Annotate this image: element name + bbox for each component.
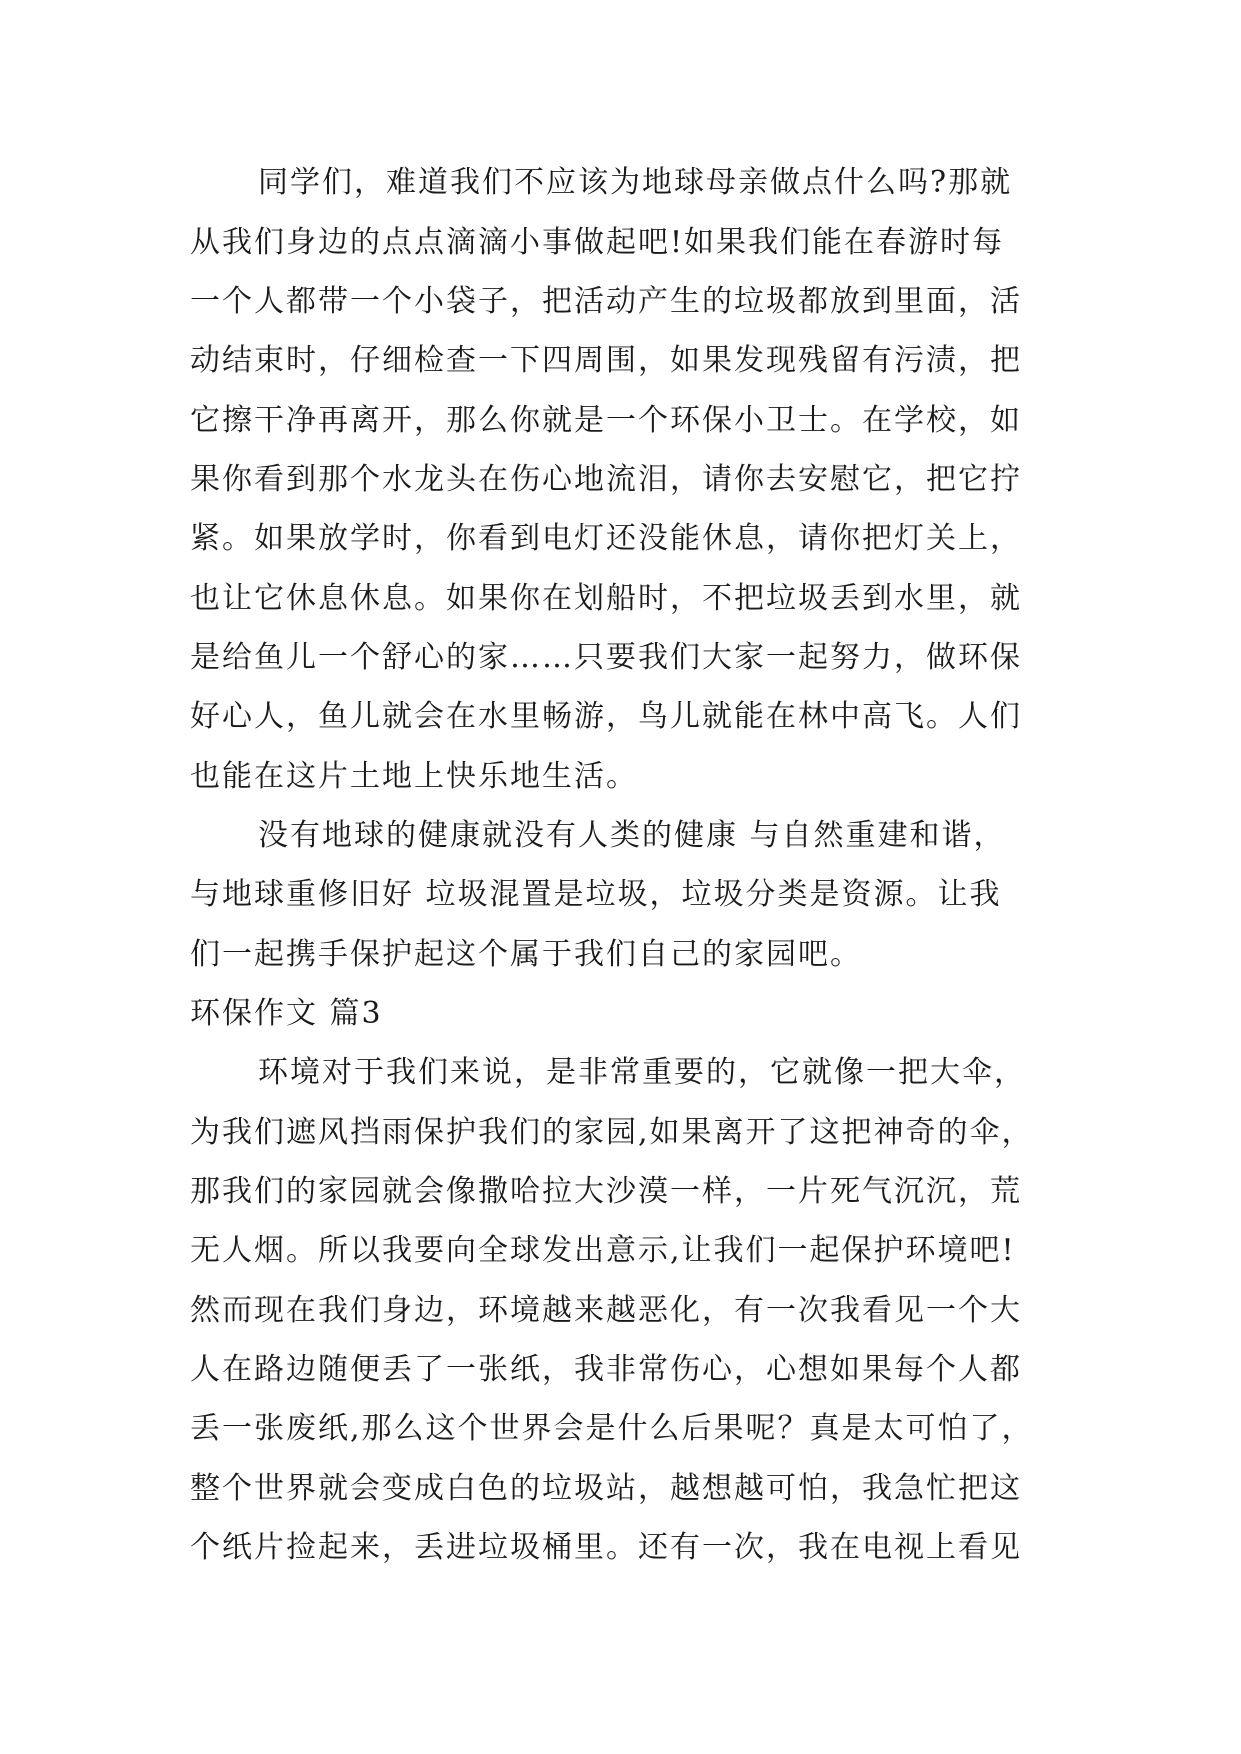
paragraph-line: 无人烟。所以我要向全球发出意示,让我们一起保护环境吧! bbox=[190, 1233, 1016, 1268]
paragraph-line: 也让它休息休息。如果你在划船时，不把垃圾丢到水里，就 bbox=[190, 581, 1022, 616]
paragraph-line: 同学们，难道我们不应该为地球母亲做点什么吗?那就 bbox=[258, 165, 1013, 200]
paragraph-line: 然而现在我们身边，环境越来越恶化，有一次我看见一个大 bbox=[190, 1293, 1022, 1328]
paragraph-line: 是给鱼儿一个舒心的家……只要我们大家一起努力，做环保 bbox=[190, 640, 1022, 675]
paragraph-line: 那我们的家园就会像撒哈拉大沙漠一样，一片死气沉沉，荒 bbox=[190, 1174, 1022, 1209]
paragraph-line: 环境对于我们来说，是非常重要的，它就像一把大伞， bbox=[258, 1055, 1026, 1090]
paragraph-line: 整个世界就会变成白色的垃圾站，越想越可怕，我急忙把这 bbox=[190, 1471, 1022, 1506]
paragraph-line: 一个人都带一个小袋子，把活动产生的垃圾都放到里面，活 bbox=[190, 284, 1022, 319]
paragraph-line: 为我们遮风挡雨保护我们的家园,如果离开了这把神奇的伞， bbox=[190, 1115, 1034, 1150]
paragraph-line: 紧。如果放学时，你看到电灯还没能休息，请你把灯关上， bbox=[190, 521, 1022, 556]
paragraph-line: 动结束时，仔细检查一下四周围，如果发现残留有污渍，把 bbox=[190, 343, 1022, 378]
paragraph-line: 没有地球的健康就没有人类的健康 与自然重建和谐， bbox=[258, 818, 1006, 853]
paragraph-line: 与地球重修旧好 垃圾混置是垃圾，垃圾分类是资源。让我 bbox=[190, 877, 1002, 912]
paragraph-line: 们一起携手保护起这个属于我们自己的家园吧。 bbox=[190, 937, 862, 972]
paragraph-line: 也能在这片土地上快乐地生活。 bbox=[190, 759, 638, 794]
paragraph-line: 它擦干净再离开，那么你就是一个环保小卫士。在学校，如 bbox=[190, 403, 1022, 438]
paragraph-line: 个纸片捡起来，丢进垃圾桶里。还有一次，我在电视上看见 bbox=[190, 1530, 1022, 1565]
paragraph-line: 人在路边随便丢了一张纸，我非常伤心，心想如果每个人都 bbox=[190, 1352, 1022, 1387]
paragraph-line: 好心人，鱼儿就会在水里畅游，鸟儿就能在林中高飞。人们 bbox=[190, 699, 1022, 734]
section-heading: 环保作文 篇3 bbox=[190, 996, 383, 1031]
paragraph-line: 从我们身边的点点滴滴小事做起吧!如果我们能在春游时每 bbox=[190, 225, 1005, 260]
paragraph-line: 丢一张废纸,那么这个世界会是什么后果呢？真是太可怕了， bbox=[190, 1411, 1034, 1446]
paragraph-line: 果你看到那个水龙头在伤心地流泪，请你去安慰它，把它拧 bbox=[190, 462, 1022, 497]
